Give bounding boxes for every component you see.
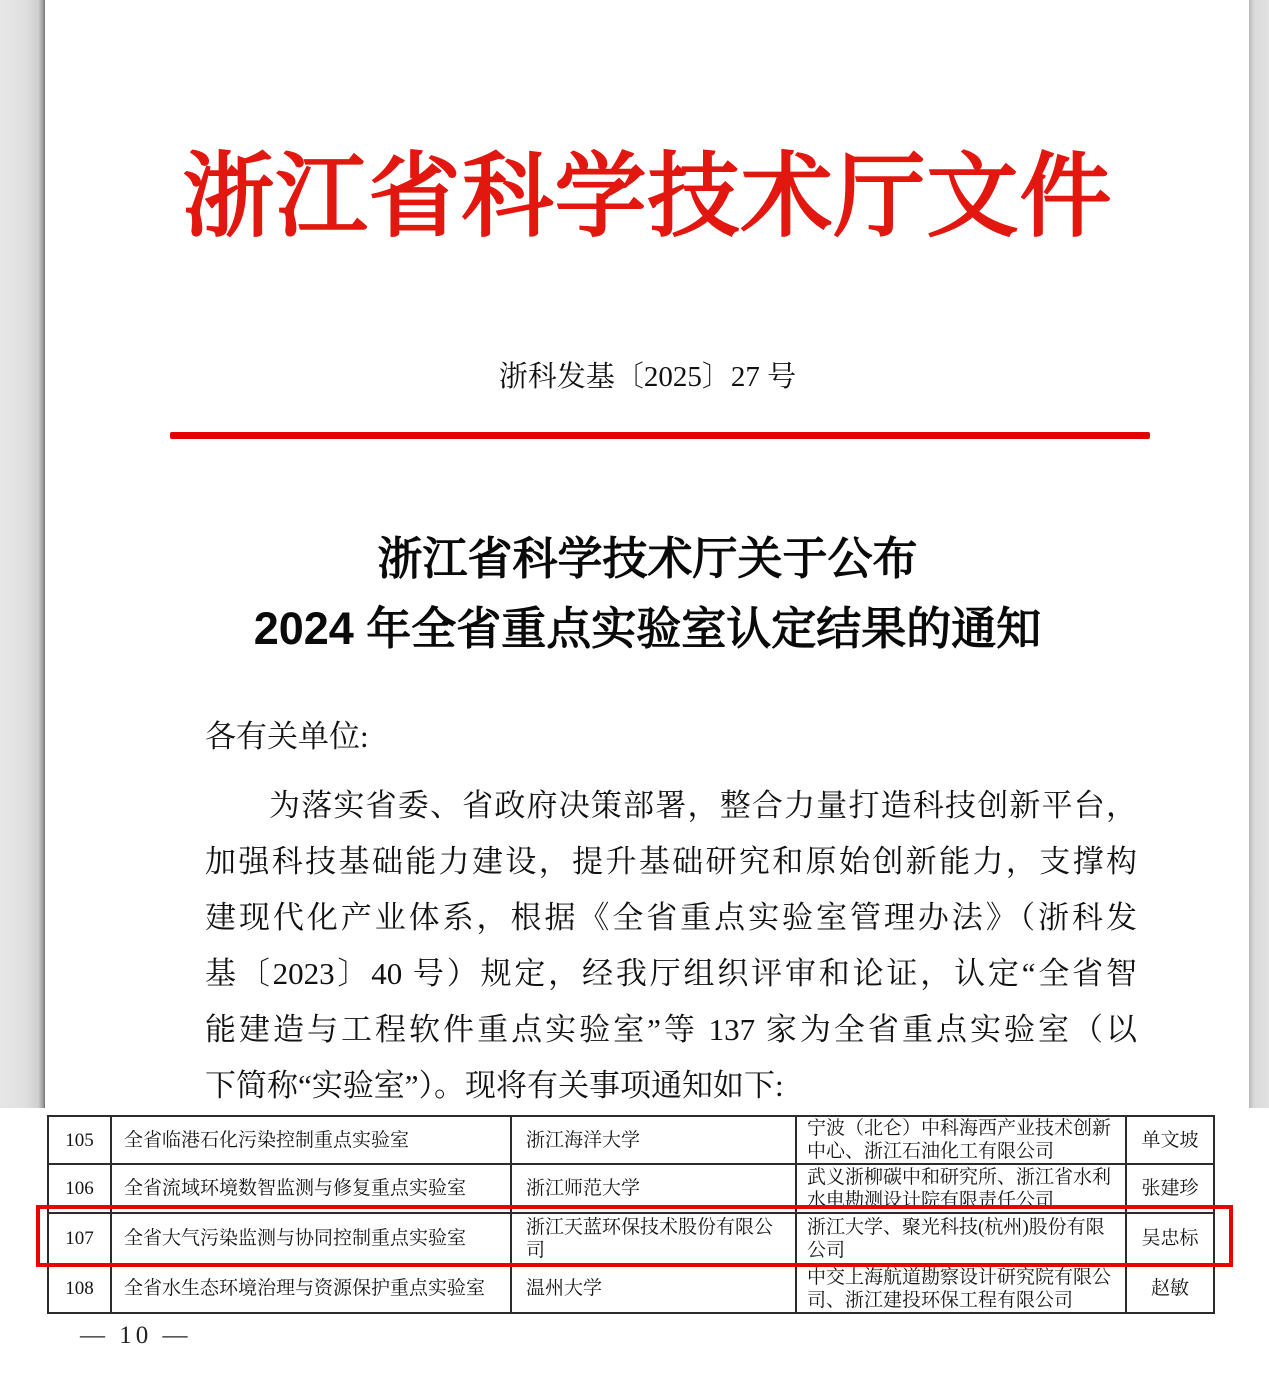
document-header-title: 浙江省科学技术厅文件 <box>182 146 1113 248</box>
row-number-cell: 105 <box>48 1116 111 1164</box>
lab-name-cell: 全省临港石化污染控制重点实验室 <box>111 1116 511 1164</box>
table-row <box>48 1116 1214 1164</box>
director-cell: 吴忠标 <box>1126 1213 1214 1264</box>
host-unit-cell: 浙江海洋大学 <box>511 1116 796 1164</box>
lab-name-cell: 全省流域环境数智监测与修复重点实验室 <box>111 1164 511 1213</box>
director-cell: 赵敏 <box>1126 1264 1214 1313</box>
body-text <box>205 712 1137 1114</box>
desk-background-right <box>1249 0 1269 1112</box>
table-row <box>48 1264 1214 1313</box>
body-line: 为落实省委、省政府决策部署，整合力量打造科技创新平台， <box>269 788 1137 823</box>
director-cell: 单文坡 <box>1126 1116 1214 1164</box>
host-unit-cell: 温州大学 <box>511 1264 796 1313</box>
lab-name-cell: 全省水生态环境治理与资源保护重点实验室 <box>111 1264 511 1313</box>
body-line: 加强科技基础能力建设，提升基础研究和原始创新能力，支撑构 <box>205 844 1137 879</box>
page-number: — 10 — <box>80 1322 192 1349</box>
row-number-cell: 108 <box>48 1264 111 1313</box>
director-cell: 张建珍 <box>1126 1164 1214 1213</box>
red-divider-rule <box>170 432 1150 439</box>
table-row-highlighted <box>48 1213 1214 1264</box>
host-unit-cell: 浙江师范大学 <box>511 1164 796 1213</box>
body-line: 建现代化产业体系，根据《全省重点实验室管理办法》（浙科发 <box>205 900 1137 935</box>
desk-background-left <box>0 0 45 1112</box>
body-line: 能建造与工程软件重点实验室”等 137 家为全省重点实验室（以 <box>205 1012 1137 1047</box>
salutation: 各有关单位: <box>205 719 369 754</box>
lab-results-table <box>47 1115 1215 1314</box>
lab-name-cell: 全省大气污染监测与协同控制重点实验室 <box>111 1213 511 1264</box>
partner-unit-cell: 武义浙柳碳中和研究所、浙江省水利水电勘测设计院有限责任公司 <box>796 1164 1126 1213</box>
body-line: 下简称“实验室”）。现将有关事项通知如下: <box>205 1068 784 1103</box>
notice-title <box>45 524 1250 664</box>
partner-unit-cell: 浙江大学、聚光科技(杭州)股份有限公司 <box>796 1213 1126 1264</box>
notice-title-line1: 浙江省科学技术厅关于公布 <box>377 533 918 584</box>
row-number-cell: 107 <box>48 1213 111 1264</box>
notice-title-line2: 2024 年全省重点实验室认定结果的通知 <box>253 603 1042 654</box>
document-number: 浙科发基〔2025〕27 号 <box>498 361 797 393</box>
body-line: 基〔2023〕40 号）规定，经我厅组织评审和论证，认定“全省智 <box>205 956 1137 991</box>
host-unit-cell: 浙江天蓝环保技术股份有限公司 <box>511 1213 796 1264</box>
row-number-cell: 106 <box>48 1164 111 1213</box>
partner-unit-cell: 宁波（北仑）中科海西产业技术创新中心、浙江石油化工有限公司 <box>796 1116 1126 1164</box>
table-row <box>48 1164 1214 1213</box>
partner-unit-cell: 中交上海航道勘察设计研究院有限公司、浙江建投环保工程有限公司 <box>796 1264 1126 1313</box>
